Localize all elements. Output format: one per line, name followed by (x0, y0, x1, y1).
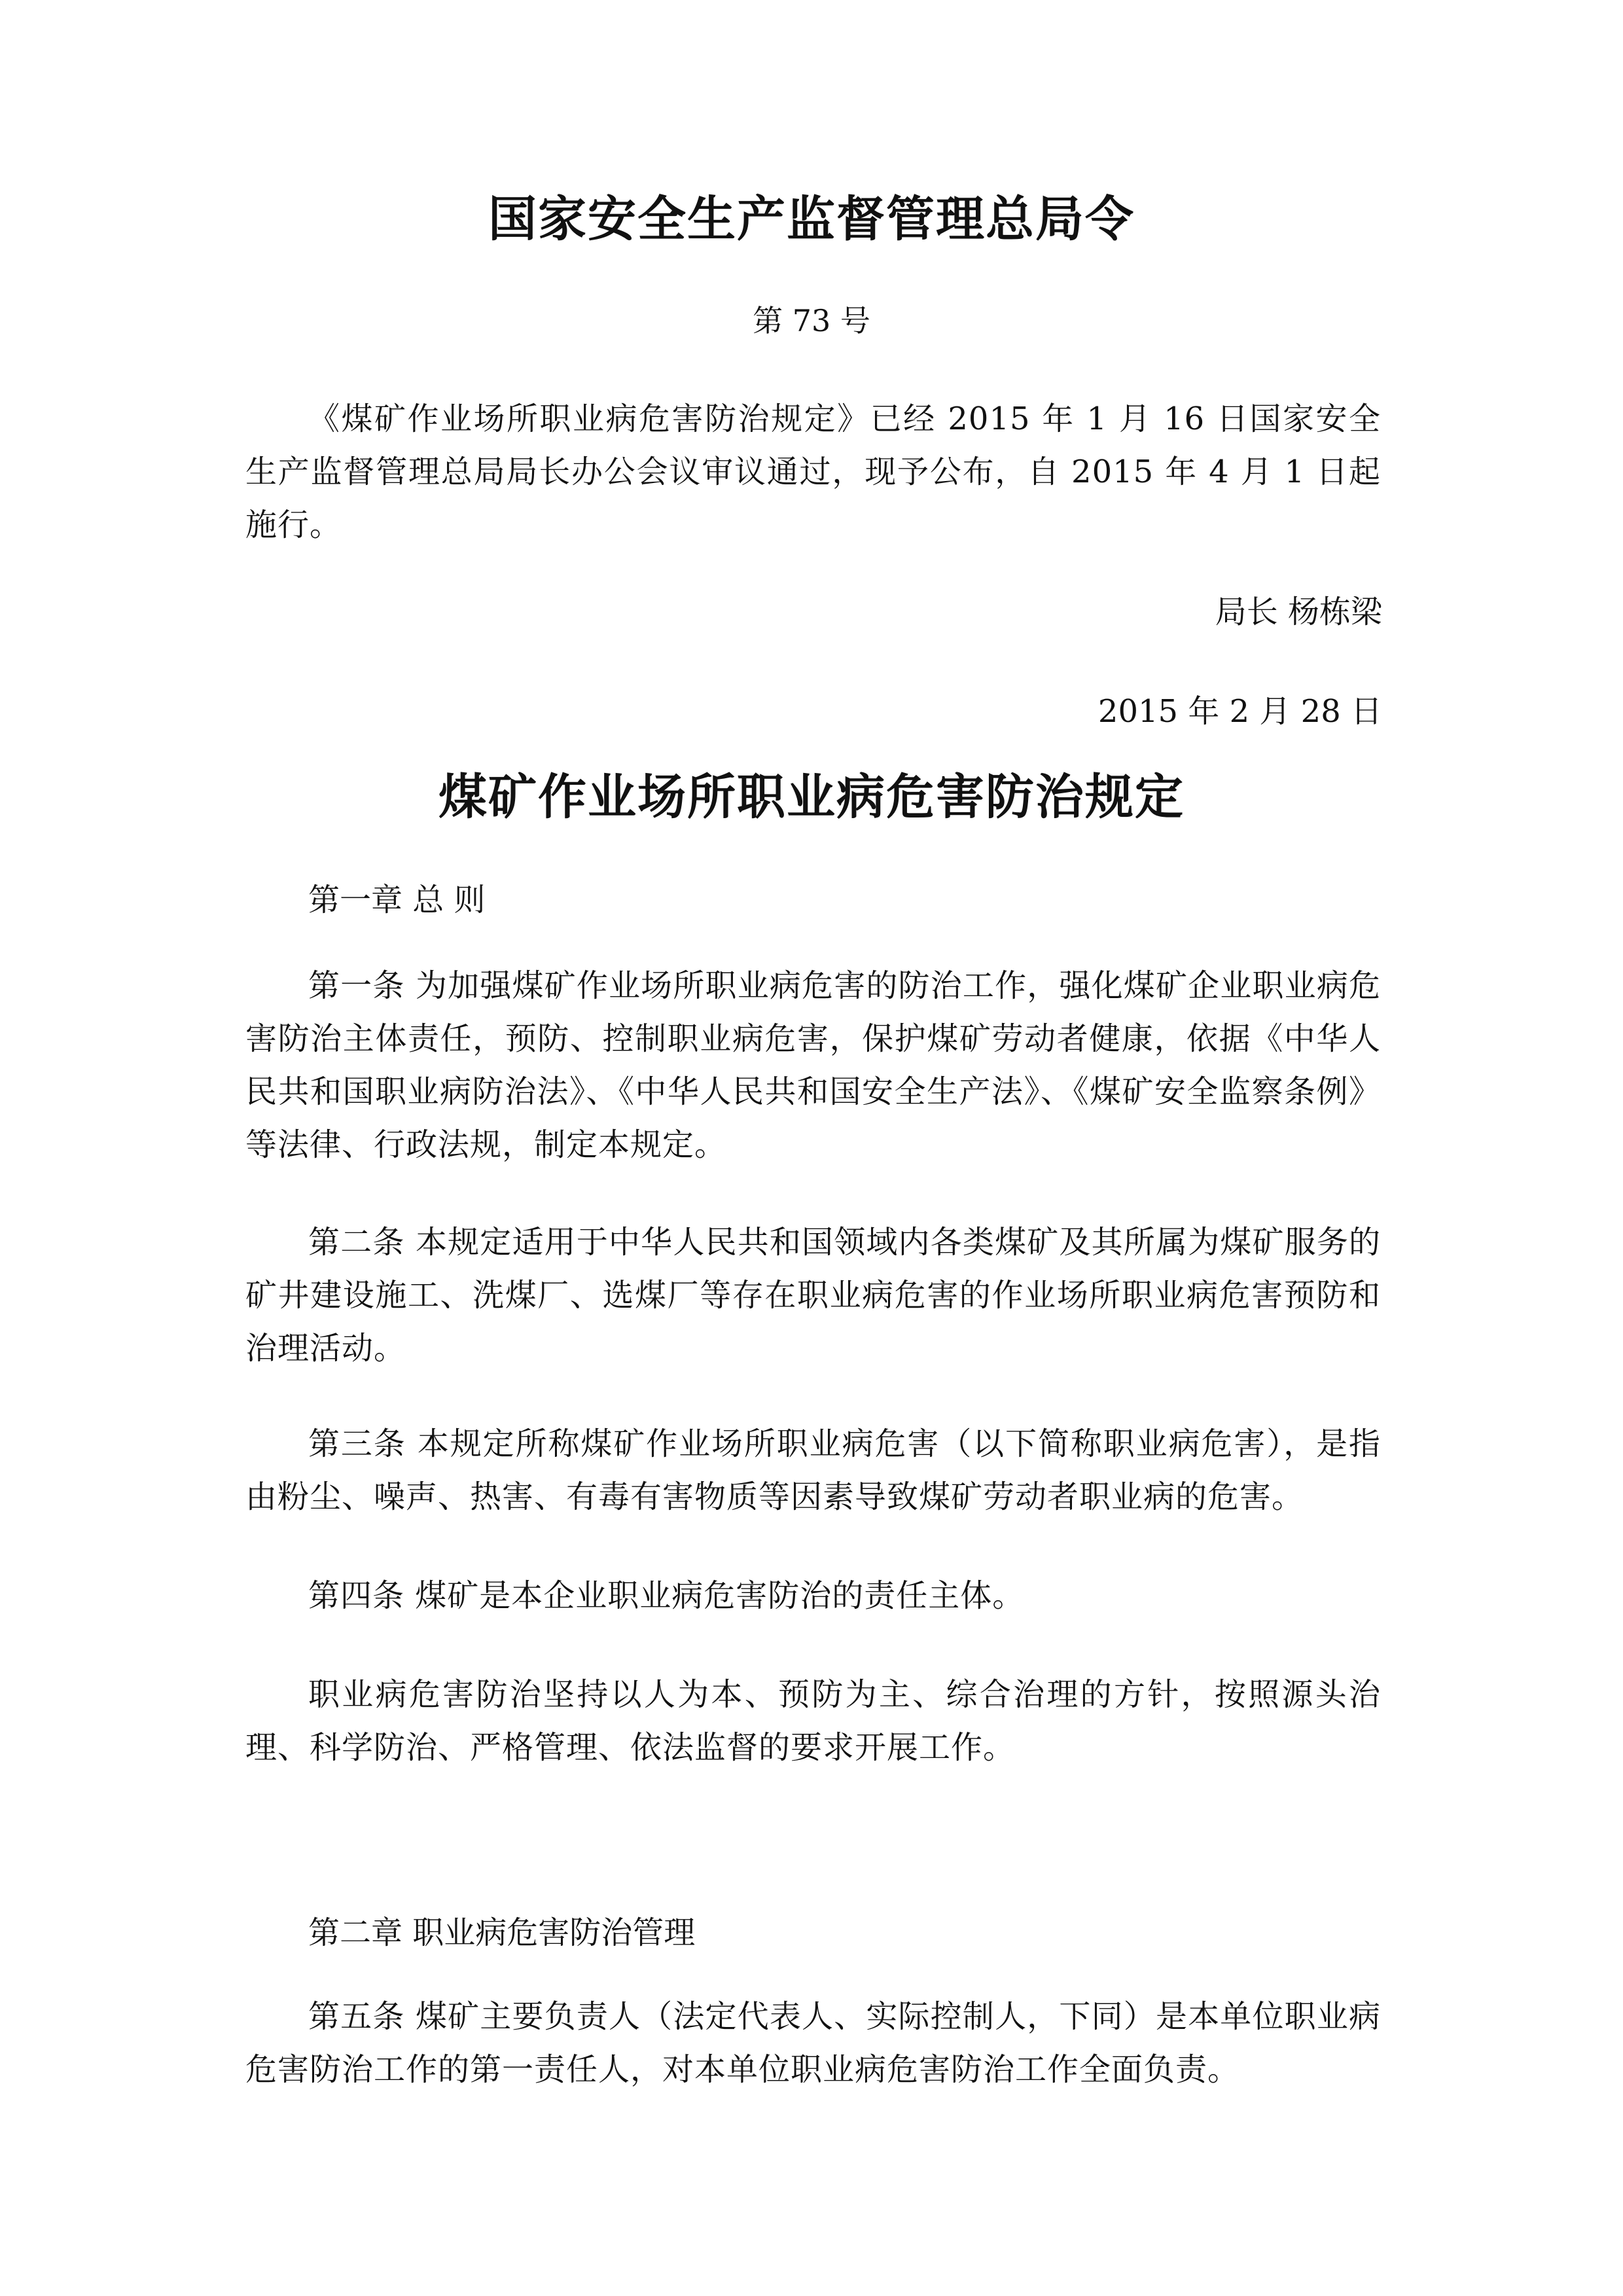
signer: 局长 杨栋梁 (1215, 594, 1382, 630)
chapter-1-heading: 第一章 总 则 (308, 882, 486, 918)
order-title: 国家安全生产监督管理总局令 (488, 191, 1135, 247)
regulation-title: 煤矿作业场所职业病危害防治规定 (438, 769, 1185, 825)
article-1: 第一条 为加强煤矿作业场所职业病危害的防治工作，强化煤矿企业职业病危害防治主体责任，预防、控制职业病危害，保护煤矿劳动者健康，依据《中华人民共和国职业病防治法》、《中华人民共和国安全生产法》、《煤矿安全监察条例》等法律、行政法规，制定本规定。 (245, 967, 1381, 1163)
article-4-paragraph-2: 职业病危害防治坚持以人为本、预防为主、综合治理的方针，按照源头治理、科学防治、严格管理、依法监督的要求开展工作。 (245, 1676, 1381, 1766)
article-2: 第二条 本规定适用于中华人民共和国领域内各类煤矿及其所属为煤矿服务的矿井建设施工、洗煤厂、选煤厂等存在职业病危害的作业场所职业病危害预防和治理活动。 (245, 1224, 1381, 1367)
promulgation-paragraph: 《煤矿作业场所职业病危害防治规定》已经 2015 年 1 月 16 日国家安全生产监督管理总局局长办公会议审议通过，现予公布，自 2015 年 4 月 1 日起施行。 (245, 401, 1381, 543)
article-3: 第三条 本规定所称煤矿作业场所职业病危害（以下简称职业病危害），是指由粉尘、噪声、热害、有毒有害物质等因素导致煤矿劳动者职业病的危害。 (245, 1426, 1381, 1515)
signing-date: 2015 年 2 月 28 日 (1097, 693, 1382, 730)
chapter-2-heading: 第二章 职业病危害防治管理 (308, 1914, 696, 1951)
article-5: 第五条 煤矿主要负责人（法定代表人、实际控制人，下同）是本单位职业病危害防治工作的第一责任人，对本单位职业病危害防治工作全面负责。 (245, 1998, 1381, 2088)
article-4: 第四条 煤矿是本企业职业病危害防治的责任主体。 (308, 1577, 1025, 1614)
order-number: 第 73 号 (753, 303, 870, 338)
